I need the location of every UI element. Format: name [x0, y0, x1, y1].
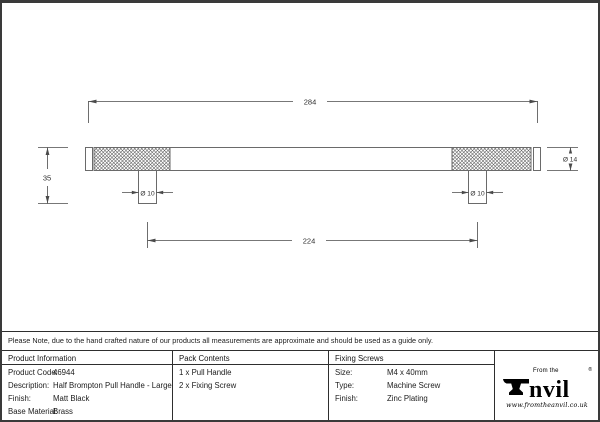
row-label: Type:: [335, 381, 355, 390]
knurl-section-right: [452, 148, 531, 171]
dim-bar-diameter-label: Ø 14: [562, 156, 578, 164]
row-value: Matt Black: [53, 394, 90, 403]
row-value: 46944: [53, 368, 75, 377]
dim-leg-diameter-right-label: Ø 10: [470, 190, 485, 198]
column-divider-2: [328, 351, 329, 422]
logo-tagline: From the: [533, 367, 559, 374]
fixing-screws-header: Fixing Screws: [335, 354, 384, 363]
pack-item: 2 x Fixing Screw: [179, 381, 237, 390]
leg-right: [469, 170, 487, 204]
dim-leg-diameter-left-label: Ø 10: [140, 190, 155, 198]
row-label: Description:: [8, 381, 50, 390]
end-cap-left: [86, 148, 93, 171]
pack-item: 1 x Pull Handle: [179, 368, 232, 377]
note-bar: [0, 331, 600, 350]
row-label: Finish:: [8, 394, 31, 403]
handle-bar: [170, 148, 452, 171]
note-text: Please Note, due to the hand crafted nature of our products all measurements are approximate and should be used as a guide only.: [8, 336, 433, 345]
dim-fixing-centres-label: 224: [302, 236, 316, 246]
pack-contents-header: Pack Contents: [179, 354, 230, 363]
row-value: Brass: [53, 407, 73, 416]
knurl-section-left: [94, 148, 170, 171]
row-value: Half Brompton Pull Handle - Large: [53, 381, 172, 390]
header-rule: [0, 364, 494, 365]
spec-table: [0, 350, 600, 422]
anvil-icon: [503, 377, 530, 397]
product-information-header: Product Information: [8, 354, 77, 363]
leg-left: [139, 170, 157, 204]
anvil-logo: [495, 352, 599, 422]
row-label: Product Code:: [8, 368, 58, 377]
row-value: Machine Screw: [387, 381, 441, 390]
anvil-logo-lockup: [503, 366, 592, 403]
registered-mark: ®: [588, 366, 592, 373]
end-cap-right: [534, 148, 541, 171]
logo-website: www.fromtheanvil.co.uk: [506, 401, 588, 409]
row-value: Zinc Plating: [387, 394, 428, 403]
dim-overall-length-label: 284: [303, 97, 317, 107]
logo-brand-text: nvil: [529, 376, 570, 403]
row-label: Base Material:: [8, 407, 58, 416]
row-label: Size:: [335, 368, 353, 377]
dim-projection-label: 35: [42, 173, 52, 183]
column-divider-1: [172, 351, 173, 422]
row-value: M4 x 40mm: [387, 368, 428, 377]
row-label: Finish:: [335, 394, 358, 403]
